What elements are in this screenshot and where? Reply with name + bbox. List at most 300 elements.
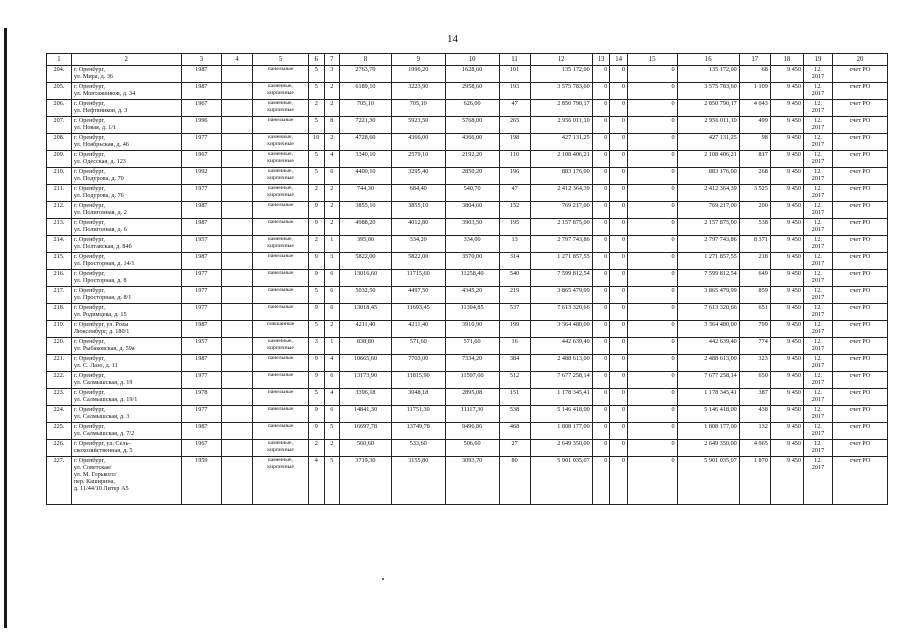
entrances-cell: 4 xyxy=(324,389,340,406)
address-cell: г. Оренбург, ул. Просторная, д. 8 xyxy=(71,270,181,287)
date-cell: 12. 2017 xyxy=(803,219,832,236)
date-cell: 12. 2017 xyxy=(803,440,832,457)
fund-method-cell: счет РО xyxy=(832,100,887,117)
address-cell: г. Оренбург, ул. Салмышская, д. 3 xyxy=(71,406,181,423)
fund-method-cell: счет РО xyxy=(832,168,887,185)
col15-cell: 0 xyxy=(627,134,677,151)
col4-cell xyxy=(222,389,253,406)
material-cell: панельные xyxy=(253,406,309,423)
col15-cell: 0 xyxy=(627,321,677,338)
date-cell: 12. 2017 xyxy=(803,338,832,355)
entrances-cell: 6 xyxy=(324,406,340,423)
material-cell: каменные, кирпичные xyxy=(253,236,309,253)
material-cell: каменные, кирпичные xyxy=(253,457,309,505)
col15-cell: 0 xyxy=(627,338,677,355)
entrances-cell: 1 xyxy=(324,338,340,355)
col15-cell: 0 xyxy=(627,372,677,389)
area-9-cell: 11715,60 xyxy=(391,270,445,287)
cost-16-cell: 1 178 345,41 xyxy=(677,389,739,406)
fund-method-cell: счет РО xyxy=(832,83,887,100)
total-area-cell: 4988,20 xyxy=(340,219,392,236)
floors-cell: 2 xyxy=(309,236,325,253)
floors-cell: 5 xyxy=(309,66,325,83)
housing-register-table xyxy=(46,53,888,505)
floors-cell: 2 xyxy=(309,100,325,117)
col4-cell xyxy=(222,457,253,505)
area-10-cell: 2192,20 xyxy=(445,151,499,168)
col14-cell: 0 xyxy=(610,457,628,505)
area-9-cell: 1996,20 xyxy=(391,66,445,83)
col17-cell: 538 xyxy=(739,219,770,236)
row-number: 220. xyxy=(47,338,72,355)
entrances-cell: 2 xyxy=(324,134,340,151)
col13-cell: 0 xyxy=(592,253,610,270)
col18-cell: 9 450 xyxy=(770,202,803,219)
table-row xyxy=(47,389,888,406)
col13-cell: 0 xyxy=(592,423,610,440)
column-header-19: 19 xyxy=(803,54,832,66)
entrances-cell: 4 xyxy=(324,355,340,372)
column-header-16: 16 xyxy=(677,54,739,66)
cost-total-cell: 2 157 875,00 xyxy=(530,219,592,236)
col18-cell: 9 450 xyxy=(770,440,803,457)
floors-cell: 9 xyxy=(309,219,325,236)
area-10-cell: 2895,08 xyxy=(445,389,499,406)
col18-cell: 9 450 xyxy=(770,117,803,134)
area-10-cell: 626,00 xyxy=(445,100,499,117)
col14-cell: 0 xyxy=(610,117,628,134)
table-row xyxy=(47,185,888,202)
header-row xyxy=(47,54,888,66)
residents-cell: 384 xyxy=(499,355,530,372)
year-cell: 1957 xyxy=(181,236,221,253)
row-number: 210. xyxy=(47,168,72,185)
col14-cell: 0 xyxy=(610,423,628,440)
column-header-2: 2 xyxy=(71,54,181,66)
fund-method-cell: счет РО xyxy=(832,372,887,389)
date-cell: 12. 2017 xyxy=(803,253,832,270)
column-header-10: 10 xyxy=(445,54,499,66)
col4-cell xyxy=(222,117,253,134)
cost-16-cell: 442 639,40 xyxy=(677,338,739,355)
col15-cell: 0 xyxy=(627,304,677,321)
entrances-cell: 1 xyxy=(324,236,340,253)
date-cell: 12. 2017 xyxy=(803,202,832,219)
material-cell: панельные xyxy=(253,253,309,270)
cost-16-cell: 3 865 479,99 xyxy=(677,287,739,304)
row-number: 206. xyxy=(47,100,72,117)
cost-16-cell: 2 956 011,10 xyxy=(677,117,739,134)
area-9-cell: 5822,00 xyxy=(391,253,445,270)
residents-cell: 80 xyxy=(499,457,530,505)
column-header-11: 11 xyxy=(499,54,530,66)
col17-cell: 438 xyxy=(739,406,770,423)
area-9-cell: 3855,10 xyxy=(391,202,445,219)
entrances-cell: 2 xyxy=(324,440,340,457)
col15-cell: 0 xyxy=(627,151,677,168)
residents-cell: 47 xyxy=(499,185,530,202)
table-row xyxy=(47,355,888,372)
material-cell: каменные, кирпичные xyxy=(253,100,309,117)
col14-cell: 0 xyxy=(610,219,628,236)
col15-cell: 0 xyxy=(627,406,677,423)
col14-cell: 0 xyxy=(610,389,628,406)
area-10-cell: 4345,20 xyxy=(445,287,499,304)
row-number: 225. xyxy=(47,423,72,440)
row-number: 223. xyxy=(47,389,72,406)
total-area-cell: 705,10 xyxy=(340,100,392,117)
entrances-cell: 3 xyxy=(324,253,340,270)
col18-cell: 9 450 xyxy=(770,83,803,100)
address-cell: г. Оренбург, ул. Сель- скохозяйственная, д. 5 xyxy=(71,440,181,457)
fund-method-cell: счет РО xyxy=(832,355,887,372)
scan-speck xyxy=(382,578,384,580)
col18-cell: 9 450 xyxy=(770,219,803,236)
col14-cell: 0 xyxy=(610,236,628,253)
col15-cell: 0 xyxy=(627,185,677,202)
residents-cell: 219 xyxy=(499,287,530,304)
col18-cell: 9 450 xyxy=(770,457,803,505)
area-10-cell: 3093,70 xyxy=(445,457,499,505)
col4-cell xyxy=(222,219,253,236)
entrances-cell: 6 xyxy=(324,372,340,389)
col14-cell: 0 xyxy=(610,287,628,304)
area-10-cell: 11597,60 xyxy=(445,372,499,389)
address-cell: г. Оренбург, ул. Мира, д. 36 xyxy=(71,66,181,83)
cost-16-cell: 3 364 480,00 xyxy=(677,321,739,338)
date-cell: 12. 2017 xyxy=(803,457,832,505)
year-cell: 1987 xyxy=(181,66,221,83)
table-row xyxy=(47,321,888,338)
col13-cell: 0 xyxy=(592,66,610,83)
fund-method-cell: счет РО xyxy=(832,304,887,321)
date-cell: 12. 2017 xyxy=(803,236,832,253)
col15-cell: 0 xyxy=(627,219,677,236)
material-cell: каменные, кирпичные xyxy=(253,134,309,151)
col13-cell: 0 xyxy=(592,372,610,389)
col14-cell: 0 xyxy=(610,202,628,219)
col17-cell: 68 xyxy=(739,66,770,83)
residents-cell: 27 xyxy=(499,440,530,457)
year-cell: 1977 xyxy=(181,304,221,321)
year-cell: 1977 xyxy=(181,270,221,287)
col13-cell: 0 xyxy=(592,151,610,168)
year-cell: 1977 xyxy=(181,406,221,423)
col18-cell: 9 450 xyxy=(770,168,803,185)
cost-16-cell: 5 901 035,07 xyxy=(677,457,739,505)
cost-total-cell: 3 575 783,60 xyxy=(530,83,592,100)
col13-cell: 0 xyxy=(592,134,610,151)
entrances-cell: 2 xyxy=(324,100,340,117)
col17-cell: 499 xyxy=(739,117,770,134)
address-cell: г. Оренбург, ул. Салмышская, д. 7/2 xyxy=(71,423,181,440)
fund-method-cell: счет РО xyxy=(832,185,887,202)
col4-cell xyxy=(222,202,253,219)
material-cell: панельные xyxy=(253,202,309,219)
cost-total-cell: 883 176,00 xyxy=(530,168,592,185)
col17-cell: 200 xyxy=(739,202,770,219)
column-header-20: 20 xyxy=(832,54,887,66)
material-cell: панельные xyxy=(253,372,309,389)
fund-method-cell: счет РО xyxy=(832,117,887,134)
table-row xyxy=(47,440,888,457)
area-10-cell: 5768,00 xyxy=(445,117,499,134)
col15-cell: 0 xyxy=(627,168,677,185)
residents-cell: 110 xyxy=(499,151,530,168)
col4-cell xyxy=(222,134,253,151)
area-10-cell: 334,00 xyxy=(445,236,499,253)
col15-cell: 0 xyxy=(627,83,677,100)
col18-cell: 9 450 xyxy=(770,151,803,168)
fund-method-cell: счет РО xyxy=(832,406,887,423)
col4-cell xyxy=(222,321,253,338)
col18-cell: 9 450 xyxy=(770,185,803,202)
entrances-cell: 6 xyxy=(324,270,340,287)
residents-cell: 537 xyxy=(499,304,530,321)
col18-cell: 9 450 xyxy=(770,338,803,355)
residents-cell: 101 xyxy=(499,66,530,83)
col17-cell: 650 xyxy=(739,372,770,389)
col15-cell: 0 xyxy=(627,423,677,440)
floors-cell: 2 xyxy=(309,440,325,457)
col13-cell: 0 xyxy=(592,355,610,372)
total-area-cell: 560,60 xyxy=(340,440,392,457)
residents-cell: 196 xyxy=(499,168,530,185)
residents-cell: 152 xyxy=(499,202,530,219)
year-cell: 1996 xyxy=(181,117,221,134)
cost-16-cell: 883 176,00 xyxy=(677,168,739,185)
col4-cell xyxy=(222,185,253,202)
col14-cell: 0 xyxy=(610,253,628,270)
row-number: 215. xyxy=(47,253,72,270)
cost-16-cell: 7 613 320,66 xyxy=(677,304,739,321)
column-header-8: 8 xyxy=(340,54,392,66)
total-area-cell: 6189,10 xyxy=(340,83,392,100)
area-10-cell: 3570,00 xyxy=(445,253,499,270)
fund-method-cell: счет РО xyxy=(832,236,887,253)
area-9-cell: 4211,40 xyxy=(391,321,445,338)
year-cell: 1987 xyxy=(181,83,221,100)
col17-cell: 4 043 xyxy=(739,100,770,117)
residents-cell: 540 xyxy=(499,270,530,287)
year-cell: 1987 xyxy=(181,253,221,270)
table-row xyxy=(47,219,888,236)
material-cell: панельные xyxy=(253,219,309,236)
year-cell: 1977 xyxy=(181,134,221,151)
col14-cell: 0 xyxy=(610,151,628,168)
floors-cell: 9 xyxy=(309,270,325,287)
col17-cell: 132 xyxy=(739,423,770,440)
col17-cell: 8 371 xyxy=(739,236,770,253)
col17-cell: 817 xyxy=(739,151,770,168)
col4-cell xyxy=(222,372,253,389)
cost-16-cell: 1 271 857,55 xyxy=(677,253,739,270)
col4-cell xyxy=(222,253,253,270)
cost-16-cell: 2 649 350,00 xyxy=(677,440,739,457)
cost-total-cell: 2 797 743,86 xyxy=(530,236,592,253)
entrances-cell: 6 xyxy=(324,168,340,185)
year-cell: 1987 xyxy=(181,355,221,372)
col13-cell: 0 xyxy=(592,185,610,202)
col4-cell xyxy=(222,66,253,83)
area-10-cell: 11117,30 xyxy=(445,406,499,423)
col17-cell: 218 xyxy=(739,253,770,270)
entrances-cell: 4 xyxy=(324,151,340,168)
area-9-cell: 3155,80 xyxy=(391,457,445,505)
address-cell: г. Оренбург, ул. С. Лазо, д. 11 xyxy=(71,355,181,372)
col14-cell: 0 xyxy=(610,321,628,338)
entrances-cell: 2 xyxy=(324,321,340,338)
floors-cell: 9 xyxy=(309,372,325,389)
year-cell: 1967 xyxy=(181,151,221,168)
area-9-cell: 11815,90 xyxy=(391,372,445,389)
date-cell: 12. 2017 xyxy=(803,100,832,117)
col18-cell: 9 450 xyxy=(770,406,803,423)
table-row xyxy=(47,457,888,505)
col15-cell: 0 xyxy=(627,457,677,505)
fund-method-cell: счет РО xyxy=(832,423,887,440)
area-9-cell: 3223,90 xyxy=(391,83,445,100)
year-cell: 1967 xyxy=(181,100,221,117)
row-number: 222. xyxy=(47,372,72,389)
table-row xyxy=(47,134,888,151)
date-cell: 12. 2017 xyxy=(803,117,832,134)
residents-cell: 195 xyxy=(499,219,530,236)
floors-cell: 5 xyxy=(309,117,325,134)
residents-cell: 47 xyxy=(499,100,530,117)
material-cell: панельные xyxy=(253,117,309,134)
material-cell: панельные xyxy=(253,423,309,440)
material-cell: панельные xyxy=(253,287,309,304)
col13-cell: 0 xyxy=(592,168,610,185)
cost-16-cell: 2 157 875,00 xyxy=(677,219,739,236)
col14-cell: 0 xyxy=(610,66,628,83)
year-cell: 1992 xyxy=(181,168,221,185)
col17-cell: 649 xyxy=(739,270,770,287)
col13-cell: 0 xyxy=(592,202,610,219)
row-number: 216. xyxy=(47,270,72,287)
total-area-cell: 14841,30 xyxy=(340,406,392,423)
residents-cell: 512 xyxy=(499,372,530,389)
floors-cell: 10 xyxy=(309,134,325,151)
cost-16-cell: 7 677 258,14 xyxy=(677,372,739,389)
floors-cell: 9 xyxy=(309,355,325,372)
col13-cell: 0 xyxy=(592,83,610,100)
col4-cell xyxy=(222,423,253,440)
area-10-cell: 506,60 xyxy=(445,440,499,457)
material-cell: каменные, кирпичные xyxy=(253,338,309,355)
address-cell: г. Оренбург, ул. Салмышская, д. 19 xyxy=(71,372,181,389)
row-number: 211. xyxy=(47,185,72,202)
area-9-cell: 3295,40 xyxy=(391,168,445,185)
total-area-cell: 7221,30 xyxy=(340,117,392,134)
col13-cell: 0 xyxy=(592,457,610,505)
material-cell: каменные, кирпичные xyxy=(253,151,309,168)
table-row xyxy=(47,372,888,389)
residents-cell: 538 xyxy=(499,406,530,423)
cost-total-cell: 2 956 011,10 xyxy=(530,117,592,134)
col13-cell: 0 xyxy=(592,406,610,423)
floors-cell: 9 xyxy=(309,304,325,321)
cost-total-cell: 2 108 406,21 xyxy=(530,151,592,168)
date-cell: 12. 2017 xyxy=(803,423,832,440)
cost-total-cell: 1 178 345,41 xyxy=(530,389,592,406)
col14-cell: 0 xyxy=(610,338,628,355)
date-cell: 12. 2017 xyxy=(803,270,832,287)
address-cell: г. Оренбург, ул. Подурова, д. 70 xyxy=(71,168,181,185)
column-header-18: 18 xyxy=(770,54,803,66)
col17-cell: 268 xyxy=(739,168,770,185)
row-number: 219. xyxy=(47,321,72,338)
col15-cell: 0 xyxy=(627,117,677,134)
floors-cell: 9 xyxy=(309,253,325,270)
entrances-cell: 8 xyxy=(324,117,340,134)
row-number: 212. xyxy=(47,202,72,219)
total-area-cell: 838,80 xyxy=(340,338,392,355)
address-cell: г. Оренбург, ул. Просторная, д. 8/1 xyxy=(71,287,181,304)
col18-cell: 9 450 xyxy=(770,253,803,270)
entrances-cell: 2 xyxy=(324,185,340,202)
cost-total-cell: 2 412 364,39 xyxy=(530,185,592,202)
col14-cell: 0 xyxy=(610,440,628,457)
entrances-cell: 3 xyxy=(324,66,340,83)
total-area-cell: 395,00 xyxy=(340,236,392,253)
col17-cell: 323 xyxy=(739,355,770,372)
total-area-cell: 4400,10 xyxy=(340,168,392,185)
column-header-14: 14 xyxy=(610,54,628,66)
address-cell: г. Оренбург, ул. Полигонная, д. 2 xyxy=(71,202,181,219)
cost-total-cell: 1 271 857,55 xyxy=(530,253,592,270)
address-cell: г. Оренбург, ул. Советская/ ул. М. Горького/ пер. Каширина, д. 11/44/10 Литер А5 xyxy=(71,457,181,505)
cost-total-cell: 135 172,00 xyxy=(530,66,592,83)
row-number: 213. xyxy=(47,219,72,236)
entrances-cell: 2 xyxy=(324,219,340,236)
year-cell: 1959 xyxy=(181,457,221,505)
total-area-cell: 5822,00 xyxy=(340,253,392,270)
col15-cell: 0 xyxy=(627,355,677,372)
material-cell: каменные, кирпичные xyxy=(253,168,309,185)
col17-cell: 774 xyxy=(739,338,770,355)
column-header-13: 13 xyxy=(592,54,610,66)
material-cell: смешанные xyxy=(253,321,309,338)
material-cell: панельные xyxy=(253,270,309,287)
cost-total-cell: 442 639,40 xyxy=(530,338,592,355)
area-9-cell: 7703,00 xyxy=(391,355,445,372)
table-row xyxy=(47,423,888,440)
page-number: 14 xyxy=(447,33,458,45)
address-cell: г. Оренбург, ул. Новая, д. 1/1 xyxy=(71,117,181,134)
col18-cell: 9 450 xyxy=(770,304,803,321)
col15-cell: 0 xyxy=(627,253,677,270)
column-header-15: 15 xyxy=(627,54,677,66)
col4-cell xyxy=(222,338,253,355)
col4-cell xyxy=(222,270,253,287)
fund-method-cell: счет РО xyxy=(832,151,887,168)
floors-cell: 5 xyxy=(309,168,325,185)
col17-cell: 3 525 xyxy=(739,185,770,202)
col18-cell: 9 450 xyxy=(770,66,803,83)
total-area-cell: 13016,60 xyxy=(340,270,392,287)
floors-cell: 5 xyxy=(309,321,325,338)
col13-cell: 0 xyxy=(592,321,610,338)
col17-cell: 859 xyxy=(739,287,770,304)
col18-cell: 9 450 xyxy=(770,423,803,440)
col13-cell: 0 xyxy=(592,338,610,355)
cost-total-cell: 769 217,00 xyxy=(530,202,592,219)
fund-method-cell: счет РО xyxy=(832,287,887,304)
row-number: 227. xyxy=(47,457,72,505)
area-9-cell: 2579,10 xyxy=(391,151,445,168)
